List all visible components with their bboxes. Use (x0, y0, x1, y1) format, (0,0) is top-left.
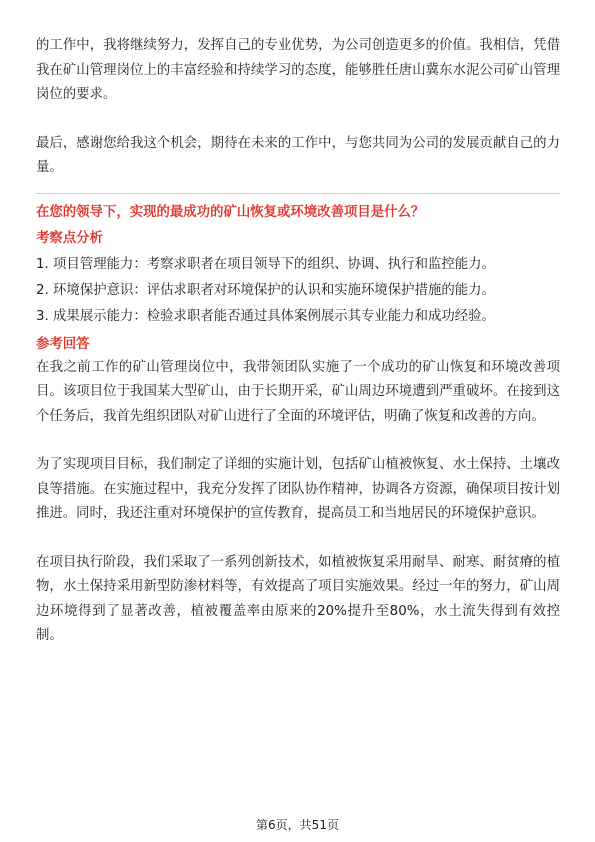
answer-paragraph: 为了实现项目目标，我们制定了详细的实施计划，包括矿山植被恢复、水土保持、土壤改良等措施。在实施过程中，我充分发挥了团队协作精神，协调各方资源，确保项目按计划推进。同时，我还注重对环境保护的宣传教育，提高员工和当地居民的环境保护意识。 (36, 457, 560, 521)
analysis-point: 2. 环境保护意识：评估求职者对环境保护的认识和实施环境保护措施的能力。 (36, 282, 495, 298)
analysis-point: 3. 成果展示能力：检验求职者能否通过具体案例展示其专业能力和成功经验。 (36, 308, 495, 324)
answer-paragraph: 在项目执行阶段，我们采取了一系列创新技术，如植被恢复采用耐旱、耐寒、耐贫瘠的植物，水土保持采用新型防渗材料等，有效提高了项目实施效果。经过一年的努力，矿山周边环境得到了显著改善，植被覆盖率由原来的20%提升至80%，水土流失得到有效控制。 (36, 554, 560, 643)
answer-heading: 参考回答 (36, 336, 90, 352)
analysis-point: 1. 项目管理能力：考察求职者在项目领导下的组织、协调、执行和监控能力。 (36, 256, 495, 272)
analysis-points (36, 252, 560, 330)
intro-paragraph: 的工作中，我将继续努力，发挥自己的专业优势，为公司创造更多的价值。我相信，凭借我在矿山管理岗位上的丰富经验和持续学习的态度，能够胜任唐山冀东水泥公司矿山管理岗位的要求。 (36, 38, 560, 102)
analysis-heading: 考察点分析 (36, 230, 103, 246)
paragraph-gap (36, 108, 560, 132)
page-number: 第6页，共51页 (256, 818, 339, 832)
answer-paragraph: 在我之前工作的矿山管理岗位中，我带领团队实施了一个成功的矿山恢复和环境改善项目。该项目位于我国某大型矿山，由于长期开采，矿山周边环境遭到严重破坏。在接到这个任务后，我首先组织团队对矿山进行了全面的环境评估，明确了恢复和改善的方向。 (36, 359, 560, 424)
document-page (36, 34, 560, 649)
section-divider (36, 193, 560, 194)
question-title: 在您的领导下，实现的最成功的矿山恢复或环境改善项目是什么？ (36, 204, 425, 220)
paragraph-gap (36, 527, 560, 551)
closing-paragraph: 最后，感谢您给我这个机会，期待在未来的工作中，与您共同为公司的发展贡献自己的力量。 (36, 135, 560, 175)
paragraph-gap (36, 429, 560, 453)
